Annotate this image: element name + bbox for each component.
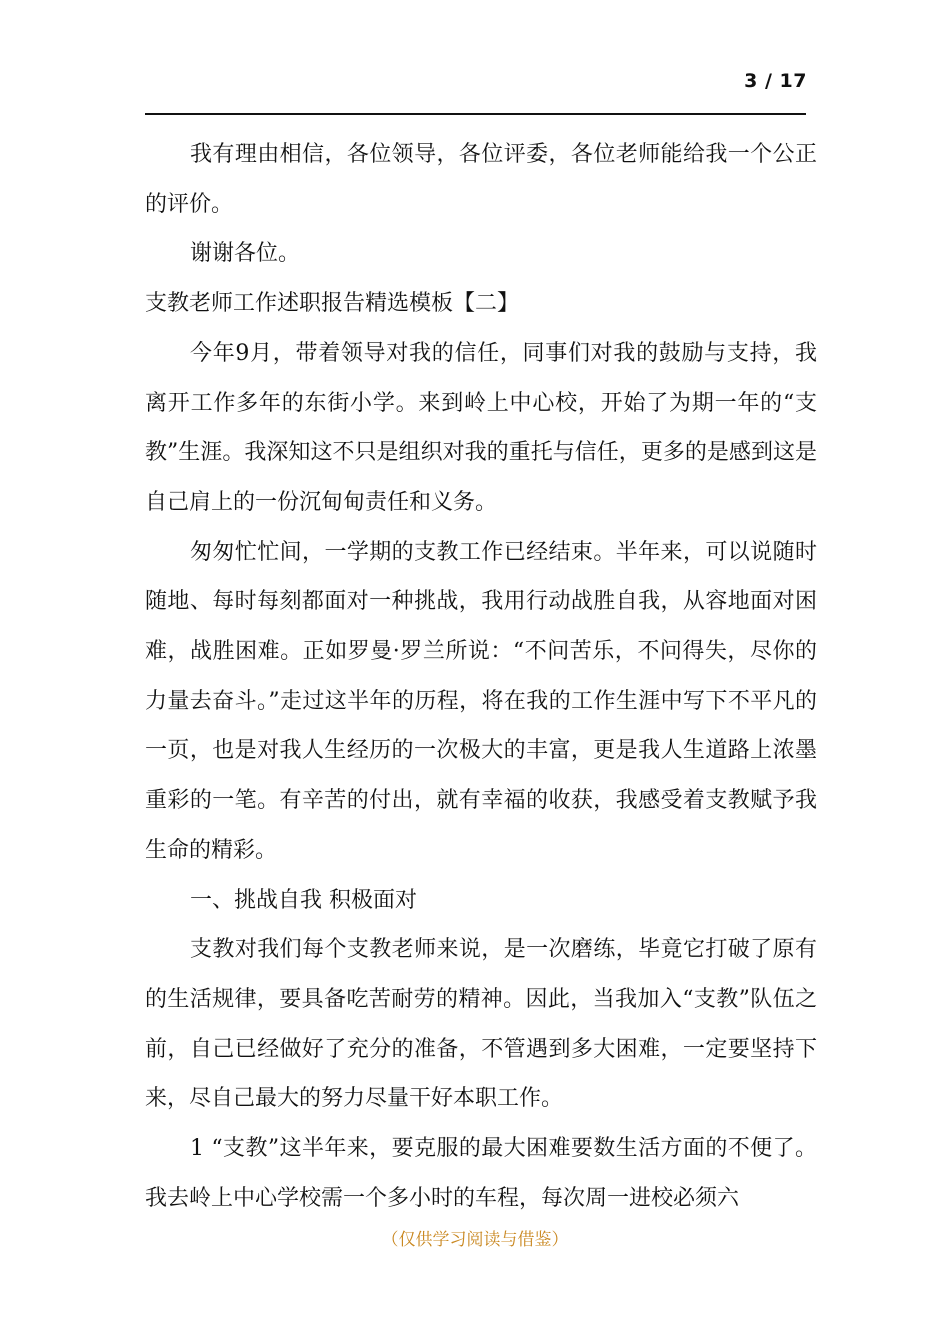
paragraph-challenge: 支教对我们每个支教老师来说，是一次磨练，毕竟它打破了原有的生活规律，要具备吃苦耐劳的精神。因此，当我加入“支教”队伍之前，自己已经做好了充分的准备，不管遇到多大困难，一定要坚持下来，尽自己最大的努力尽量干好本职工作。: [145, 937, 817, 1112]
paragraph-difficulty: 1 “支教”这半年来，要克服的最大困难要数生活方面的不便了。我去岭上中心学校需一个多小时的车程，每次周一进校必须六: [145, 1136, 817, 1211]
subheading-challenge: 一、挑战自我 积极面对: [190, 887, 417, 913]
paragraph-thanks: 谢谢各位。: [190, 241, 301, 267]
document-body: [145, 130, 817, 1223]
paragraph-intro: 今年9月，带着领导对我的信任，同事们对我的鼓励与支持，我离开工作多年的东街小学。来到岭上中心校，开始了为期一年的“支教”生涯。我深知这不只是组织对我的重托与信任，更多的是感到这是自己肩上的一份沉甸甸责任和义务。: [145, 340, 817, 515]
footer-note: （仅供学习阅读与借鉴）: [381, 1230, 569, 1250]
header-divider: [145, 113, 806, 115]
section-title: 支教老师工作述职报告精选模板【二】: [145, 291, 520, 317]
paragraph-reflection: 匆匆忙忙间，一学期的支教工作已经结束。半年来，可以说随时随地、每时每刻都面对一种挑战，我用行动战胜自我，从容地面对困难，战胜困难。正如罗曼·罗兰所说：“不问苦乐，不问得失，尽你的力量去奋斗。”走过这半年的历程，将在我的工作生涯中写下不平凡的一页，也是对我人生经历的一次极大的丰富，更是我人生道路上浓墨重彩的一笔。有辛苦的付出，就有幸福的收获，我感受着支教赋予我生命的精彩。: [145, 539, 817, 863]
page-number: 3 / 17: [744, 70, 807, 92]
paragraph-closing: 我有理由相信，各位领导，各位评委，各位老师能给我一个公正的评价。: [145, 142, 817, 217]
